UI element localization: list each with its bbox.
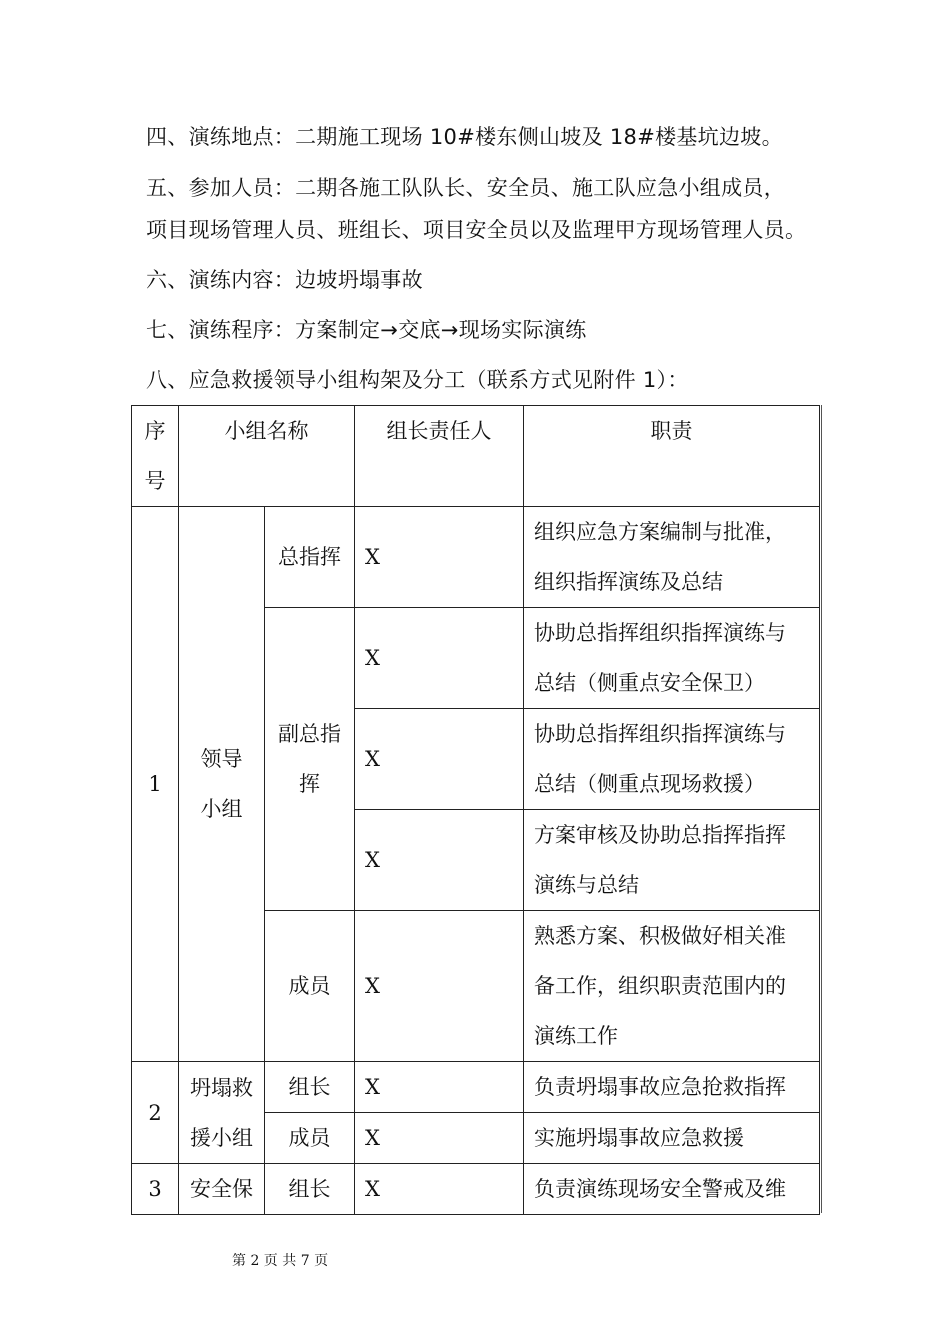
role-cell: 成员	[265, 1113, 355, 1164]
table-row	[132, 507, 820, 608]
person-cell: X	[355, 507, 524, 608]
duty-line: 备工作，组织职责范围内的	[534, 974, 786, 998]
duty-line: 总结（侧重点安全保卫）	[534, 671, 765, 695]
role-cell	[265, 608, 355, 911]
group-seq: 3	[132, 1164, 179, 1215]
role-cell: 组长	[265, 1062, 355, 1113]
group-name: 安全保	[179, 1164, 265, 1215]
duty-line: 协助总指挥组织指挥演练与	[534, 722, 786, 746]
paragraph-participants-line1: 五、参加人员：二期各施工队队长、安全员、施工队应急小组成员，	[146, 176, 785, 200]
group-name-line2: 小组	[200, 797, 243, 821]
header-seq-line2: 号	[144, 469, 166, 493]
person-cell: X	[355, 1164, 524, 1215]
duty-cell: 负责坍塌事故应急抢救指挥	[524, 1062, 820, 1113]
group-seq: 1	[132, 507, 179, 1062]
group-seq: 2	[132, 1062, 179, 1164]
header-duty: 职责	[524, 406, 820, 507]
group-name	[179, 1062, 265, 1164]
duty-line: 演练与总结	[534, 873, 639, 897]
person-cell: X	[355, 1113, 524, 1164]
duty-cell: 负责演练现场安全警戒及维	[524, 1164, 820, 1215]
role-cell: 总指挥	[265, 507, 355, 608]
header-group-name: 小组名称	[179, 406, 355, 507]
duty-line: 组织应急方案编制与批准，	[534, 520, 786, 544]
duty-cell	[524, 709, 820, 810]
duty-line: 总结（侧重点现场救援）	[534, 772, 765, 796]
header-seq-line1: 序	[144, 419, 166, 443]
role-cell: 成员	[265, 911, 355, 1062]
header-seq	[132, 406, 179, 507]
duty-line: 方案审核及协助总指挥指挥	[534, 823, 786, 847]
table-header-row	[132, 406, 820, 507]
group-name-line1: 领导	[200, 747, 243, 771]
duty-cell	[524, 911, 820, 1062]
duty-line: 组织指挥演练及总结	[534, 570, 723, 594]
role-line: 副总指	[278, 722, 341, 746]
duty-cell	[524, 810, 820, 911]
table-row	[132, 1164, 820, 1215]
paragraph-location: 四、演练地点：二期施工现场 10#楼东侧山坡及 18#楼基坑边坡。	[146, 125, 783, 149]
group-name-line2: 援小组	[190, 1125, 253, 1150]
page-footer: 第 2 页 共 7 页	[232, 1253, 329, 1269]
duty-cell	[524, 507, 820, 608]
role-line: 挥	[299, 772, 320, 796]
paragraph-participants-line2: 项目现场管理人员、班组长、项目安全员以及监理甲方现场管理人员。	[146, 218, 807, 242]
group-name	[179, 507, 265, 1062]
person-cell: X	[355, 1062, 524, 1113]
duty-cell	[524, 608, 820, 709]
table-row	[132, 1062, 820, 1113]
header-leader: 组长责任人	[355, 406, 524, 507]
duty-line: 熟悉方案、积极做好相关准	[534, 924, 786, 948]
duty-cell: 实施坍塌事故应急救援	[524, 1113, 820, 1164]
person-cell: X	[355, 709, 524, 810]
person-cell: X	[355, 810, 524, 911]
duty-line: 演练工作	[534, 1024, 618, 1048]
role-cell: 组长	[265, 1164, 355, 1215]
group-name-line1: 坍塌救	[190, 1075, 253, 1100]
paragraph-content: 六、演练内容：边坡坍塌事故	[146, 268, 423, 292]
duty-line: 协助总指挥组织指挥演练与	[534, 621, 786, 645]
person-cell: X	[355, 608, 524, 709]
emergency-team-table	[131, 405, 820, 1215]
paragraph-organization: 八、应急救援领导小组构架及分工（联系方式见附件 1）：	[146, 368, 689, 392]
paragraph-procedure: 七、演练程序：方案制定→交底→现场实际演练	[146, 318, 587, 342]
person-cell: X	[355, 911, 524, 1062]
page-edge-line	[821, 405, 822, 1213]
